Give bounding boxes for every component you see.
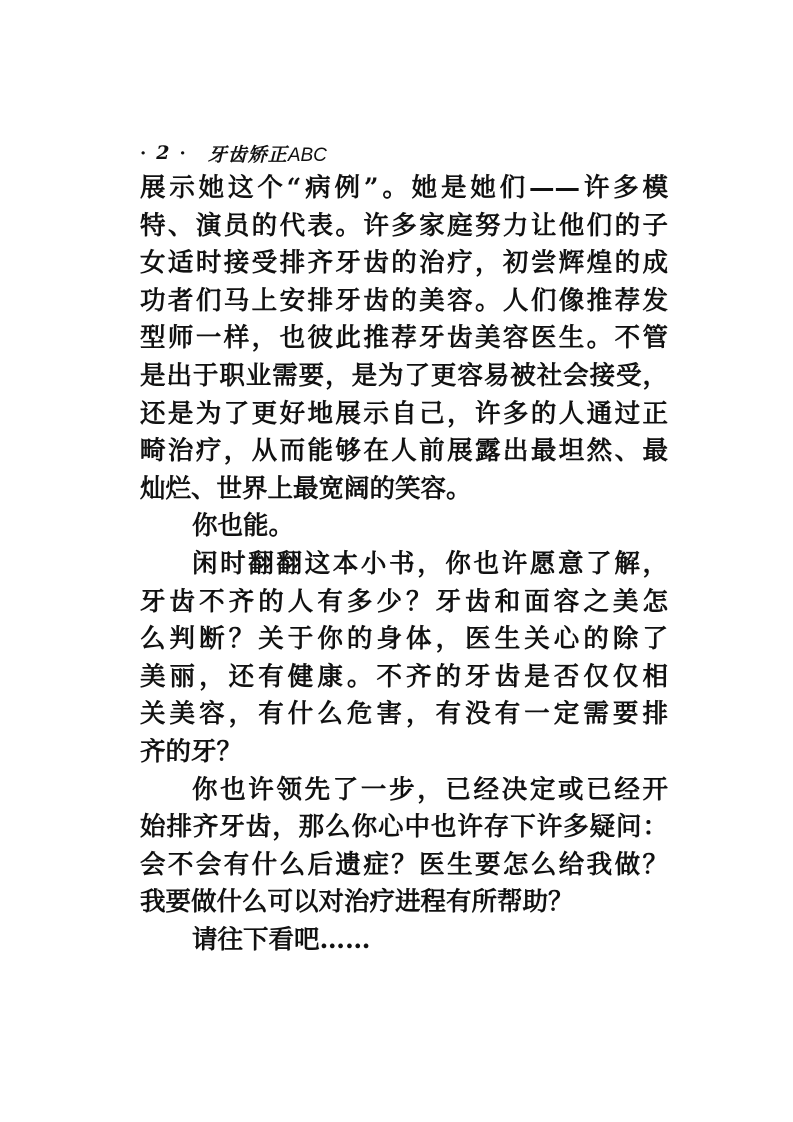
book-title-suffix: ABC: [287, 144, 327, 166]
text-line: 牙齿不齐的人有多少？牙齿和面容之美怎: [140, 586, 668, 617]
running-head: [140, 138, 327, 168]
body-text: [140, 170, 668, 959]
text-line: 么判断？关于你的身体，医生关心的除了: [140, 624, 668, 655]
page-number: 2: [156, 142, 170, 164]
header-dot-left: ·: [140, 142, 147, 164]
text-line: 是出于职业需要，是为了更容易被社会接受，: [140, 360, 668, 391]
text-line: 闲时翻翻这本小书，你也许愿意了解，: [192, 548, 668, 579]
text-line: 灿烂、世界上最宽阔的笑容。: [140, 473, 472, 504]
text-line: 你也许领先了一步，已经决定或已经开: [192, 774, 668, 805]
text-line: 始排齐牙齿，那么你心中也许存下许多疑问：: [140, 812, 668, 843]
text-line: 型师一样，也彼此推荐牙齿美容医生。不管: [140, 323, 668, 354]
text-line: 会不会有什么后遗症？医生要怎么给我做？: [140, 849, 668, 880]
text-line: 我要做什么可以对治疗进程有所帮助？: [140, 887, 574, 918]
book-title: [208, 140, 327, 167]
text-line: 畸治疗，从而能够在人前展露出最坦然、最: [140, 436, 668, 467]
text-line: 齐的牙？: [140, 736, 243, 767]
text-line: 请往下看吧……: [192, 924, 371, 955]
book-title-text: 牙齿矫正: [207, 143, 288, 166]
text-line: 你也能。: [192, 511, 295, 542]
text-line: 还是为了更好地展示自己，许多的人通过正: [140, 398, 668, 429]
text-line: 关美容，有什么危害，有没有一定需要排: [140, 699, 668, 730]
text-line: 特、演员的代表。许多家庭努力让他们的子: [140, 210, 668, 241]
text-line: 功者们马上安排牙齿的美容。人们像推荐发: [140, 285, 668, 316]
text-line: 女适时接受排齐牙齿的治疗，初尝辉煌的成: [140, 248, 668, 279]
header-dot-right: ·: [179, 142, 186, 164]
text-line: 展示她这个“病例”。她是她们——许多模: [140, 173, 668, 203]
text-line: 美丽，还有健康。不齐的牙齿是否仅仅相: [140, 661, 668, 692]
